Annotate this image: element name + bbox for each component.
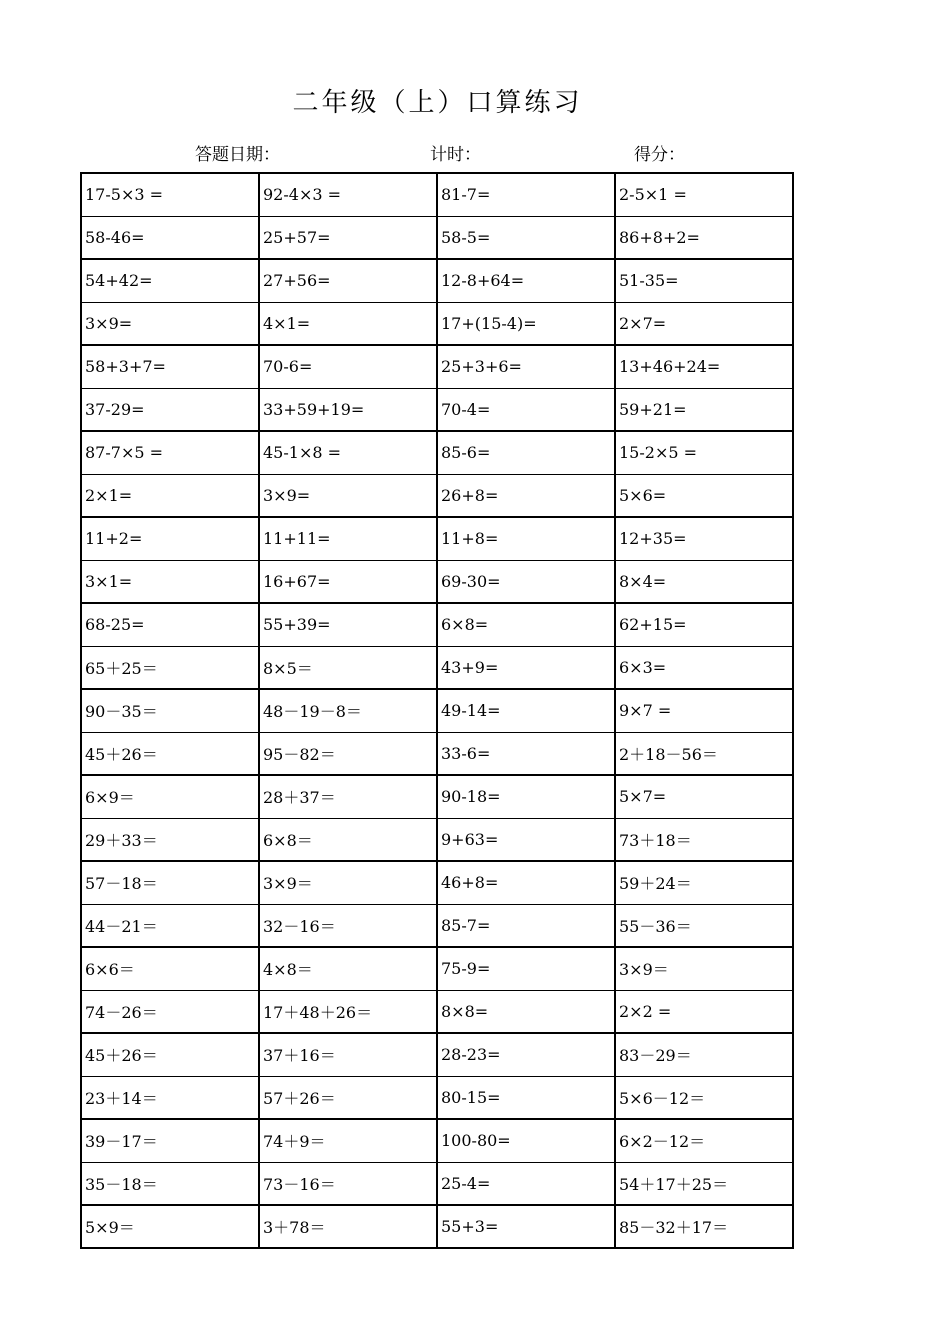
problem-cell: 45＋26＝: [81, 1033, 259, 1076]
problem-cell: 54＋17＋25＝: [615, 1162, 793, 1205]
problem-cell: 85-7=: [437, 904, 615, 947]
problem-cell: 55+3=: [437, 1205, 615, 1248]
problem-cell: 73－16＝: [259, 1162, 437, 1205]
problem-cell: 11+2=: [81, 517, 259, 560]
page-title: 二年级（上）口算练习: [292, 88, 583, 118]
problem-cell: 12-8+64=: [437, 259, 615, 302]
problem-cell: 6×3=: [615, 646, 793, 689]
problem-cell: 95－82＝: [259, 732, 437, 775]
problem-cell: 17+(15-4)=: [437, 302, 615, 345]
problem-row: [81, 1119, 793, 1162]
problem-row: [81, 517, 793, 560]
problem-cell: 25+57=: [259, 216, 437, 259]
problem-cell: 15-2×5 =: [615, 431, 793, 474]
problem-row: [81, 775, 793, 818]
problem-row: [81, 818, 793, 861]
problem-grid: [80, 172, 794, 1249]
problem-cell: 17＋48＋26＝: [259, 990, 437, 1033]
problem-cell: 2-5×1 =: [615, 173, 793, 216]
problem-cell: 3×9＝: [259, 861, 437, 904]
problem-cell: 90-18=: [437, 775, 615, 818]
problem-cell: 28-23=: [437, 1033, 615, 1076]
problem-cell: 85－32＋17＝: [615, 1205, 793, 1248]
problem-cell: 59+21=: [615, 388, 793, 431]
problem-row: [81, 990, 793, 1033]
problem-cell: 9+63=: [437, 818, 615, 861]
problem-cell: 55－36＝: [615, 904, 793, 947]
problem-cell: 2×1=: [81, 474, 259, 517]
problem-cell: 87-7×5 =: [81, 431, 259, 474]
problem-cell: 29＋33＝: [81, 818, 259, 861]
problem-row: [81, 216, 793, 259]
problem-cell: 37＋16＝: [259, 1033, 437, 1076]
problem-cell: 69-30=: [437, 560, 615, 603]
problem-cell: 74－26＝: [81, 990, 259, 1033]
problem-cell: 3×1=: [81, 560, 259, 603]
problem-row: [81, 947, 793, 990]
problem-cell: 3＋78＝: [259, 1205, 437, 1248]
problem-cell: 6×8=: [437, 603, 615, 646]
problem-cell: 80-15=: [437, 1076, 615, 1119]
problem-cell: 68-25=: [81, 603, 259, 646]
problem-cell: 32－16＝: [259, 904, 437, 947]
problem-row: [81, 1033, 793, 1076]
problem-cell: 44－21＝: [81, 904, 259, 947]
problem-cell: 58-5=: [437, 216, 615, 259]
problem-cell: 28＋37＝: [259, 775, 437, 818]
problem-cell: 59＋24＝: [615, 861, 793, 904]
problem-cell: 58+3+7=: [81, 345, 259, 388]
problem-cell: 33+59+19=: [259, 388, 437, 431]
problem-cell: 45-1×8 =: [259, 431, 437, 474]
problem-row: [81, 1205, 793, 1248]
problem-cell: 8×8=: [437, 990, 615, 1033]
problem-cell: 6×8＝: [259, 818, 437, 861]
problem-row: [81, 646, 793, 689]
problem-cell: 3×9=: [81, 302, 259, 345]
problem-cell: 33-6=: [437, 732, 615, 775]
problem-cell: 3×9＝: [615, 947, 793, 990]
problem-cell: 39－17＝: [81, 1119, 259, 1162]
problem-cell: 17-5×3 =: [81, 173, 259, 216]
problem-cell: 5×9＝: [81, 1205, 259, 1248]
problem-cell: 70-4=: [437, 388, 615, 431]
problem-cell: 85-6=: [437, 431, 615, 474]
problem-cell: 6×6＝: [81, 947, 259, 990]
problem-cell: 57－18＝: [81, 861, 259, 904]
problem-row: [81, 689, 793, 732]
problem-cell: 12+35=: [615, 517, 793, 560]
problem-cell: 2×2 =: [615, 990, 793, 1033]
problem-cell: 27+56=: [259, 259, 437, 302]
problem-cell: 23＋14＝: [81, 1076, 259, 1119]
problem-cell: 46+8=: [437, 861, 615, 904]
problem-row: [81, 388, 793, 431]
problem-cell: 48－19－8＝: [259, 689, 437, 732]
problem-cell: 37-29=: [81, 388, 259, 431]
problem-row: [81, 474, 793, 517]
score-label: 得分：: [634, 145, 685, 165]
problem-cell: 81-7=: [437, 173, 615, 216]
problem-cell: 25+3+6=: [437, 345, 615, 388]
problem-cell: 58-46=: [81, 216, 259, 259]
problem-cell: 75-9=: [437, 947, 615, 990]
problem-cell: 5×6=: [615, 474, 793, 517]
problem-cell: 6×9＝: [81, 775, 259, 818]
problem-row: [81, 345, 793, 388]
problem-cell: 51-35=: [615, 259, 793, 302]
problem-cell: 4×1=: [259, 302, 437, 345]
problem-cell: 5×7=: [615, 775, 793, 818]
problem-cell: 65＋25＝: [81, 646, 259, 689]
problem-cell: 57＋26＝: [259, 1076, 437, 1119]
problem-cell: 43+9=: [437, 646, 615, 689]
problem-cell: 26+8=: [437, 474, 615, 517]
timer-label: 计时：: [430, 145, 481, 165]
problem-cell: 6×2－12＝: [615, 1119, 793, 1162]
problem-cell: 9×7 =: [615, 689, 793, 732]
problem-cell: 54+42=: [81, 259, 259, 302]
problem-cell: 3×9=: [259, 474, 437, 517]
problem-cell: 35－18＝: [81, 1162, 259, 1205]
problem-cell: 13+46+24=: [615, 345, 793, 388]
problem-cell: 73＋18＝: [615, 818, 793, 861]
problem-cell: 4×8＝: [259, 947, 437, 990]
problem-cell: 11+8=: [437, 517, 615, 560]
problem-cell: 2×7=: [615, 302, 793, 345]
problem-row: [81, 1076, 793, 1119]
problem-cell: 62+15=: [615, 603, 793, 646]
problem-cell: 70-6=: [259, 345, 437, 388]
problem-cell: 55+39=: [259, 603, 437, 646]
problem-cell: 90－35＝: [81, 689, 259, 732]
problem-cell: 25-4=: [437, 1162, 615, 1205]
problem-cell: 8×4=: [615, 560, 793, 603]
problem-row: [81, 861, 793, 904]
problem-row: [81, 904, 793, 947]
problem-cell: 45＋26＝: [81, 732, 259, 775]
answer-date-label: 答题日期：: [195, 145, 280, 165]
problem-cell: 8×5＝: [259, 646, 437, 689]
problem-cell: 83－29＝: [615, 1033, 793, 1076]
problem-cell: 11+11=: [259, 517, 437, 560]
problem-cell: 100-80=: [437, 1119, 615, 1162]
problem-cell: 5×6－12＝: [615, 1076, 793, 1119]
problem-row: [81, 1162, 793, 1205]
problem-row: [81, 302, 793, 345]
problem-cell: 16+67=: [259, 560, 437, 603]
problem-cell: 2＋18－56＝: [615, 732, 793, 775]
problem-row: [81, 173, 793, 216]
problem-cell: 92-4×3 =: [259, 173, 437, 216]
problem-cell: 74＋9＝: [259, 1119, 437, 1162]
problem-row: [81, 560, 793, 603]
problem-row: [81, 603, 793, 646]
problem-cell: 49-14=: [437, 689, 615, 732]
problem-row: [81, 732, 793, 775]
problem-row: [81, 431, 793, 474]
problem-cell: 86+8+2=: [615, 216, 793, 259]
problem-row: [81, 259, 793, 302]
